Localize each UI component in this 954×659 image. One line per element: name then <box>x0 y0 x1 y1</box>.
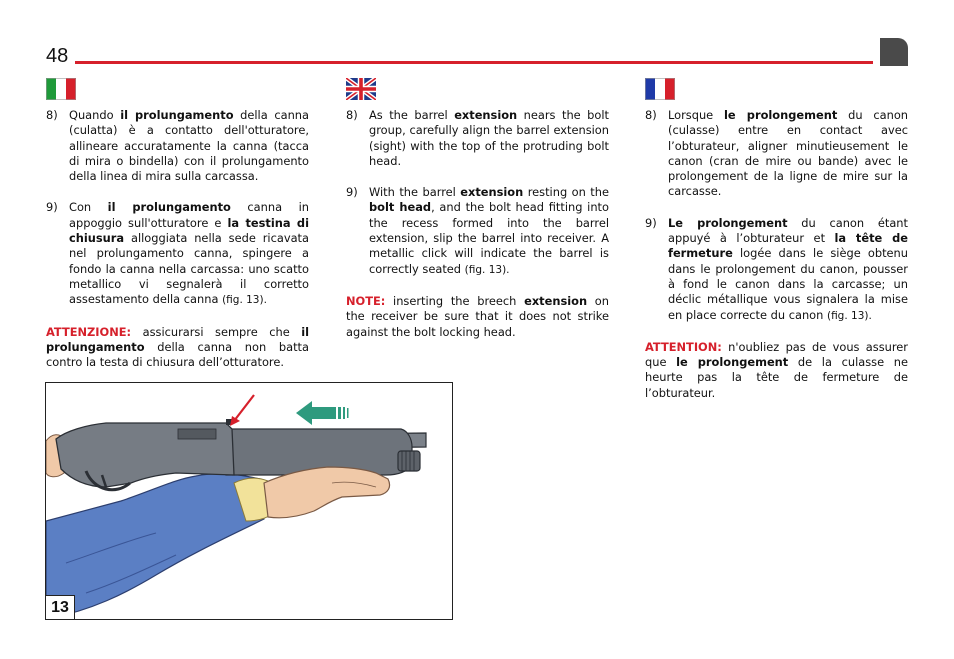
figure-13 <box>45 382 453 620</box>
text: , and the bolt head fitting into the recess formed into the barrel extension, slip the barrel into receiver. A metallic click will indicate the barrel is correctly seated <box>369 200 609 276</box>
italian-flag-icon <box>46 78 76 100</box>
british-flag-icon <box>346 78 376 100</box>
text: assicurarsi sempre che <box>131 324 302 339</box>
english-step-9 <box>346 185 609 278</box>
step-number: 9) <box>645 215 657 230</box>
bold-term: la testina di chiusura <box>69 215 309 246</box>
italian-text-column <box>46 108 309 386</box>
figure-reference: (fig. 13). <box>222 294 267 307</box>
step-number: 8) <box>346 108 358 122</box>
bold-term: il prolungamento <box>120 108 234 122</box>
text: della canna (culatta) è a contatto dell'otturatore, allineare accuratamente la canna (tacca di mira o bindella) con il prolungamento della linea di mira sulla carcassa. <box>69 108 309 184</box>
bold-term: Le prolongement <box>668 215 788 230</box>
french-step-9 <box>645 216 908 324</box>
text: de la culasse ne heurte pas la tête de fermeture de l’obturateur. <box>645 355 908 400</box>
bold-term: la tête de fermeture <box>668 231 908 261</box>
bold-term: le prolongement <box>676 355 789 370</box>
text: on the receiver be sure that it does not strike against the bolt locking head. <box>346 293 609 339</box>
italian-step-9 <box>46 200 309 308</box>
step-number: 9) <box>46 200 58 215</box>
french-warning <box>645 340 908 401</box>
text: nears the bolt group, carefully align the barrel extension (sight) with the top of the protruding bolt head. <box>369 108 609 168</box>
bold-term: extension <box>524 293 588 308</box>
warning-label: ATTENTION: <box>645 339 722 354</box>
red-pointer-arrow-icon <box>234 395 254 421</box>
text: alloggiata nella sede ricavata nel prolungamento canna, spingere a fondo la canna nella carcassa: uno scatto metallico vi segnalerà il corretto assestamento della canna <box>69 231 309 307</box>
bold-term: le prolongement <box>724 108 838 122</box>
green-push-arrow-icon <box>296 401 349 425</box>
text: du canon étant appuyé à l’obturateur et <box>668 215 908 246</box>
english-step-8 <box>346 108 609 169</box>
english-note <box>346 294 609 340</box>
text: canna in appoggio sull'otturatore e <box>69 200 309 230</box>
text: logée dans le siège obtenu dans le prolongement du canon, pousser à fond le canon dans la carcasse; un déclic métallique vous signalera la mise en place correcte du canon <box>668 246 908 322</box>
italian-step-8 <box>46 108 309 184</box>
figure-reference: (fig. 13). <box>464 263 510 276</box>
bold-term: extension <box>460 185 524 200</box>
text: Con <box>69 200 108 215</box>
bold-term: il prolungamento <box>107 200 231 215</box>
text: resting on the <box>523 185 609 200</box>
bold-term: extension <box>454 108 518 122</box>
step-number: 8) <box>645 108 657 122</box>
figure-reference: (fig. 13). <box>826 309 872 322</box>
bold-term: il prolungamento <box>46 324 309 354</box>
step-number: 9) <box>346 185 358 200</box>
header-rule <box>75 61 873 64</box>
page-number: 48 <box>46 45 69 67</box>
text: n'oubliez pas de vous assurer que <box>645 339 908 370</box>
french-text-column <box>645 108 908 417</box>
text: du canon (culasse) entre en contact avec l’obturateur, aligner minutieusement le canon (cran de mire ou bande) avec le prolongement de la ligne de mire sur la carcasse. <box>668 108 909 199</box>
text: With the barrel <box>369 185 461 200</box>
french-flag-icon <box>645 78 675 100</box>
warning-label: ATTENZIONE: <box>46 324 132 339</box>
figure-label: 13 <box>46 595 75 619</box>
text: As the barrel <box>369 108 455 122</box>
step-number: 8) <box>46 108 58 122</box>
bold-term: bolt head <box>369 200 432 215</box>
english-text-column <box>346 108 609 356</box>
text: inserting the breech <box>385 293 525 308</box>
shotgun-illustration <box>46 383 452 619</box>
warning-label: NOTE: <box>346 293 386 308</box>
text: Quando <box>69 108 121 122</box>
french-step-8 <box>645 108 908 200</box>
text: Lorsque <box>668 108 725 122</box>
text: della canna non batta contro la testa di chiusura dell’otturatore. <box>46 339 309 370</box>
italian-warning <box>46 325 309 371</box>
chapter-tab <box>880 38 908 66</box>
